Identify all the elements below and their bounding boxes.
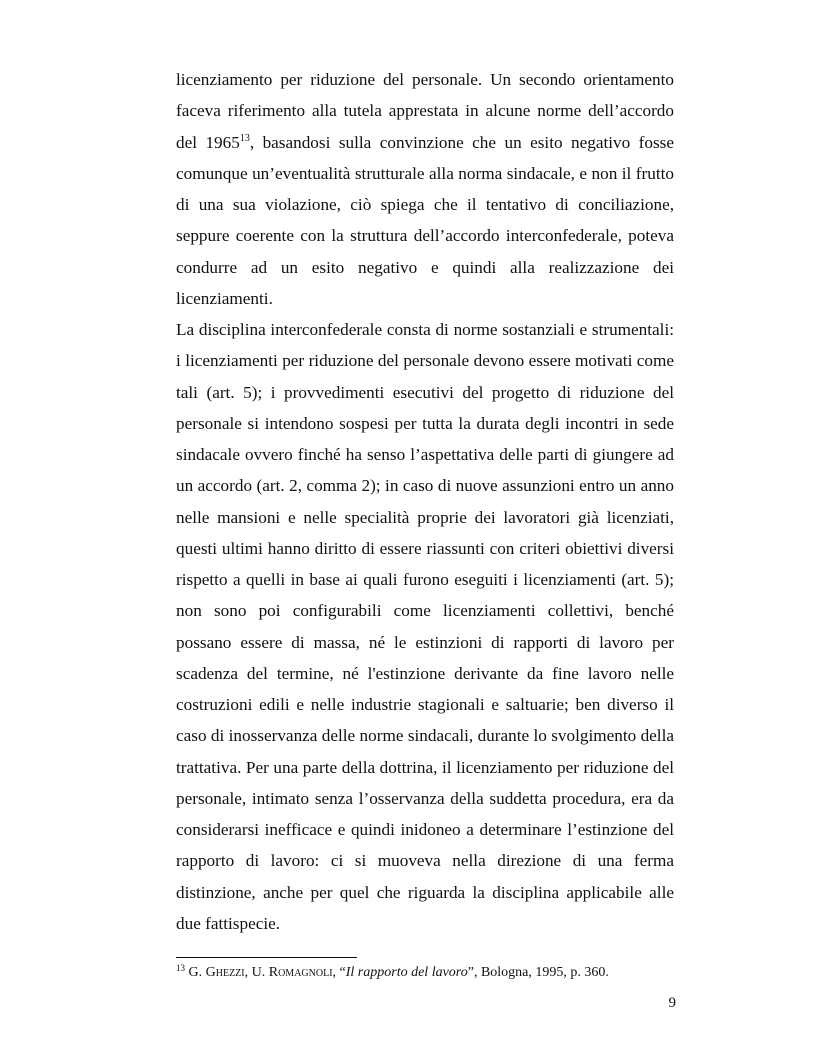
footnote-author-2-surname: Romagnoli (268, 965, 333, 980)
footnote-reference[interactable]: 13 (239, 132, 250, 144)
footnote-separator (176, 957, 357, 958)
footnote-title-prefix: , “ (332, 965, 346, 980)
paragraph-1-text-b: , basandosi sulla convinzione che un esito negativo fosse comunque un’eventualità strutturale alla norma sindacale, e non il frutto di una sua violazione, ciò spiega che il tentativo di conciliazione, seppure coerente con la struttura dell’accordo interconfederale, poteva condurre ad un esito negativo e quindi alla realizzazione dei licenziamenti. (176, 132, 674, 308)
footnote-separator-text: , (244, 965, 252, 980)
footnote (176, 964, 674, 982)
paragraph-2: La disciplina interconfederale consta di norme sostanziali e strumentali: i licenziamenti per riduzione del personale devono essere motivati come tali (art. 5); i provvedimenti esecutivi del progetto di riduzione del personale si intendono sospesi per tutta la durata degli incontri in sede sindacale ovvero finché ha senso l’aspettativa delle parti di giungere ad un accordo (art. 2, comma 2); in caso di nuove assunzioni entro un anno nelle mansioni e nelle specialità proprie dei lavoratori già licenziati, questi ultimi hanno diritto di essere riassunti con criteri obiettivi diversi rispetto a quelli in base ai quali furono eseguiti i licenziamenti (art. 5); non sono poi configurabili come licenziamenti collettivi, benché possano essere di massa, né le estinzioni di rapporti di lavoro per scadenza del termine, né l'estinzione derivante da fine lavoro nelle costruzioni edili e nelle industrie stagionali e saltuarie; ben diverso il caso di inosservanza delle norme sindacali, durante lo svolgimento della trattativa. Per una parte della dottrina, il licenziamento per riduzione del personale, intimato senza l’osservanza della suddetta procedura, era da considerarsi inefficace e quindi inidoneo a determinare l’estinzione del rapporto di lavoro: ci si muoveva nella direzione di una ferma distinzione, anche per quel che riguarda la disciplina applicabile alle due fattispecie. (176, 320, 674, 933)
footnote-title-suffix: ”, Bologna, 1995, p. 360. (467, 965, 609, 980)
paragraph-1 (176, 64, 674, 314)
page-number: 9 (668, 995, 676, 1011)
body-text (176, 64, 674, 939)
paragraph-1-text-a: licenziamento per riduzione del personale. Un secondo orientamento faceva riferimento alla tutela apprestata in alcune norme dell’accordo del 1965 (176, 70, 674, 152)
footnote-author-1-initial: G. (188, 965, 206, 980)
footnote-author-2-initial: U. (251, 965, 269, 980)
footnote-number: 13 (176, 963, 185, 973)
footnote-author-1-surname: Ghezzi (205, 965, 245, 980)
footnote-title: Il rapporto del lavoro (345, 965, 468, 980)
